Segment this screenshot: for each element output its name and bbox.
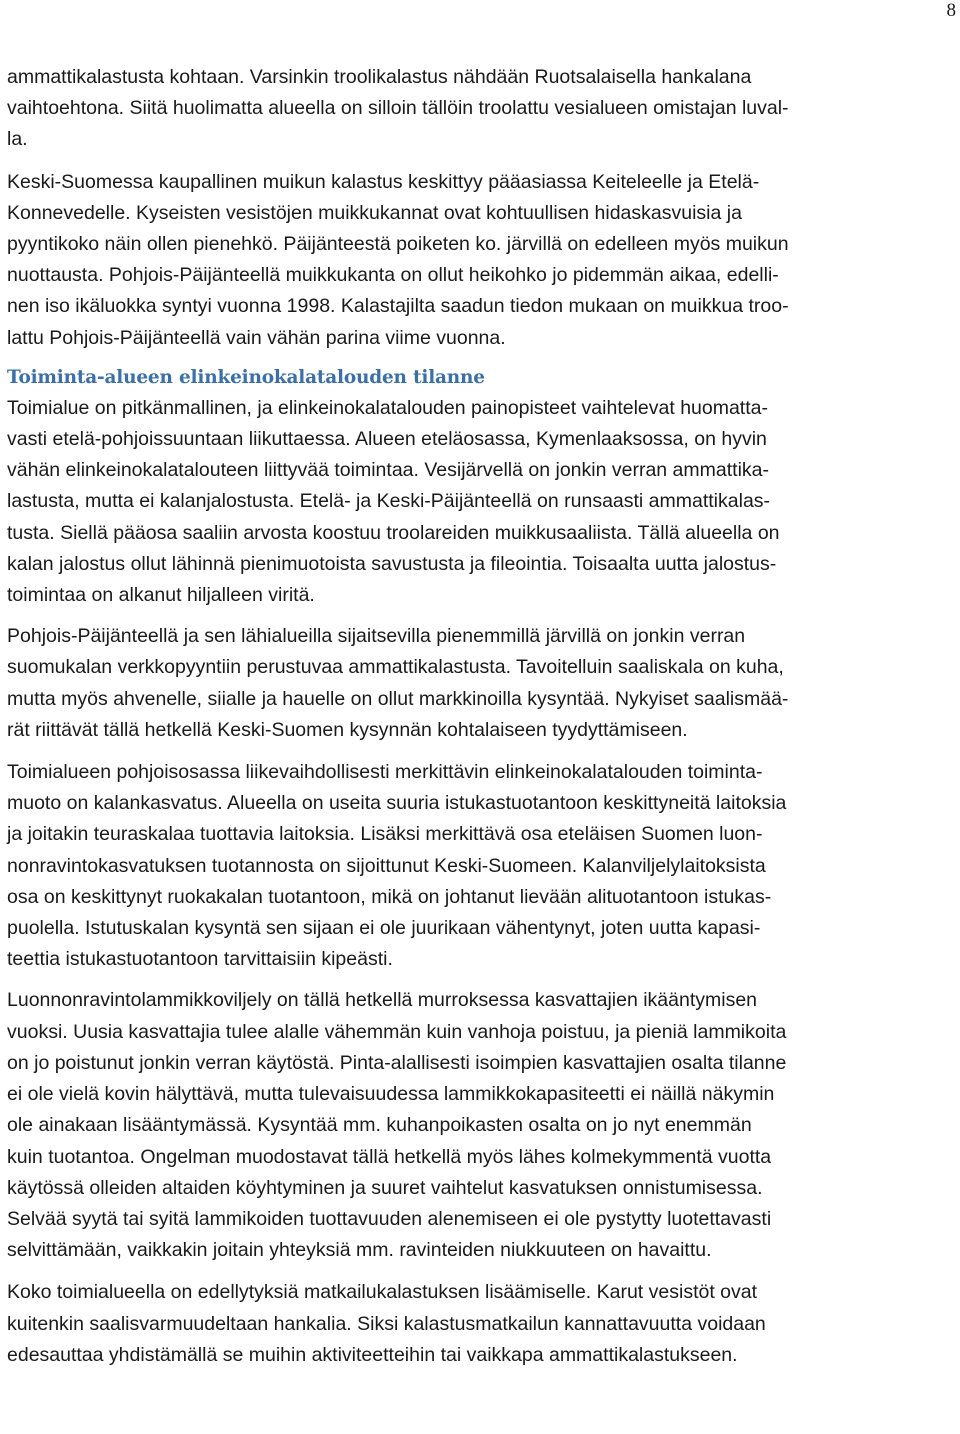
text-line: Keski-Suomessa kaupallinen muikun kalastus keskittyy pääasiassa Keiteleelle ja Etelä- (7, 170, 760, 193)
text-line: lattu Pohjois-Päijänteellä vain vähän parina viime vuonna. (7, 326, 506, 349)
text-line: kuin tuotantoa. Ongelman muodostavat tällä hetkellä myös lähes kolmekymmentä vuotta (7, 1145, 772, 1168)
text-line: edesauttaa yhdistämällä se muihin aktiviteetteihin tai vaikkapa ammattikalastukseen. (7, 1343, 738, 1366)
text-line: rät riittävät tällä hetkellä Keski-Suomen kysynnän kohtalaiseen tyydyttämiseen. (7, 718, 688, 741)
section-heading: Toiminta-alueen elinkeinokalatalouden tilanne (7, 366, 485, 388)
document-body (7, 62, 955, 1371)
paragraph-fish-farming (7, 757, 955, 975)
text-line: ei ole vielä kovin hälyttävä, mutta tulevaisuudessa lammikkokapasiteetti ei näillä näkymin (7, 1083, 775, 1106)
paragraph-recreational-fishing (7, 1277, 955, 1371)
page-number: 8 (946, 0, 956, 21)
text-line: vähän elinkeinokalatalouteen liittyvää toimintaa. Vesijärvellä on jonkin verran ammattika- (7, 459, 769, 482)
text-line: on jo poistunut jonkin verran käytöstä. Pinta-alallisesti isoimpien kasvattajien osalta tilanne (7, 1051, 787, 1074)
text-line: selvittämään, vaikkakin joitain yhteyksiä mm. ravinteiden niukkuuteen on havaittu. (7, 1239, 712, 1262)
text-line: tusta. Siellä pääosa saaliin arvosta koostuu troolareiden muikkusaaliista. Tällä alueella on (7, 521, 780, 544)
text-line: nen iso ikäluokka syntyi vuonna 1998. Kalastajilta saadun tiedon mukaan on muikkua troo- (7, 295, 789, 318)
text-line: osa on keskittynyt ruokakalan tuotantoon, mikä on johtanut lievään alituotantoon istukas- (7, 885, 772, 908)
text-line: teettia istukastuotantoon tarvittaisiin kipeästi. (7, 948, 393, 971)
paragraph-trawling (7, 62, 955, 156)
text-line: kalan jalostus ollut lähinnä pienimuotoista savustusta ja fileointia. Toisaalta uutta jalostus- (7, 552, 777, 575)
text-line: puolella. Istutuskalan kysyntä sen sijaan ei ole juurikaan vähentynyt, joten uutta kapasi- (7, 917, 761, 940)
text-line: vaihtoehtona. Siitä huolimatta alueella on silloin tällöin troolattu vesialueen omistajan luval- (7, 97, 789, 120)
text-line: kuitenkin saalisvarmuudeltaan hankalia. Siksi kalastusmatkailun kannattavuutta voidaan (7, 1312, 766, 1335)
paragraph-pohjois-paijanne (7, 621, 955, 746)
text-line: nuottausta. Pohjois-Päijänteellä muikkukanta on ollut heikohko jo pidemmän aikaa, edelli- (7, 264, 779, 287)
text-line: Toimialueen pohjoisosassa liikevaihdollisesti merkittävin elinkeinokalatalouden toiminta- (7, 761, 763, 784)
text-line: Koko toimialueella on edellytyksiä matkailukalastuksen lisäämiselle. Karut vesistöt ovat (7, 1281, 758, 1304)
paragraph-keski-suomi-vendace (7, 167, 955, 354)
text-line: vuoksi. Uusia kasvattajia tulee alalle vähemmän kuin vanhoja poistuu, ja pieniä lammikoita (7, 1020, 787, 1043)
paragraph-pond-farming (7, 985, 955, 1266)
text-line: toimintaa on alkanut hiljalleen viritä. (7, 584, 315, 607)
text-line: mutta myös ahvenelle, siialle ja hauelle on ollut markkinoilla kysyntää. Nykyiset saalismää- (7, 687, 789, 710)
text-line: ole ainakaan lisääntymässä. Kysyntää mm. kuhanpoikasten osalta on jo nyt enemmän (7, 1114, 752, 1137)
text-line: Toimialue on pitkänmallinen, ja elinkeinokalatalouden painopisteet vaihtelevat huomatta- (7, 396, 768, 419)
text-line: Pohjois-Päijänteellä ja sen lähialueilla sijaitsevilla pienemmillä järvillä on jonkin verran (7, 625, 746, 648)
text-line: käytössä olleiden altaiden köyhtyminen ja suuret vaihtelut kasvatuksen onnistumisessa. (7, 1176, 763, 1199)
text-line: Selvää syytä tai syitä lammikoiden tuottavuuden alenemiseen ei ole pystytty luotettavasti (7, 1207, 772, 1230)
text-line: suomukalan verkkopyyntiin perustuvaa ammattikalastusta. Tavoitelluin saaliskala on kuha, (7, 656, 784, 679)
text-line: ammattikalastusta kohtaan. Varsinkin troolikalastus nähdään Ruotsalaisella hankalana (7, 66, 752, 88)
text-line: vasti etelä-pohjoissuuntaan liikuttaessa. Alueen eteläosassa, Kymenlaaksossa, on hyvin (7, 428, 767, 451)
text-line: la. (7, 128, 28, 151)
text-line: ja joitakin teuraskalaa tuottavia laitoksia. Lisäksi merkittävä osa eteläisen Suomen luon- (7, 823, 763, 846)
paragraph-operating-area (7, 393, 955, 611)
text-line: pyyntikoko näin ollen pienehkö. Päijänteestä poiketen ko. järvillä on edelleen myös muikun (7, 233, 789, 256)
text-line: lastusta, mutta ei kalanjalostusta. Etelä- ja Keski-Päijänteellä on runsaasti ammattikalas- (7, 490, 771, 513)
text-line: muoto on kalankasvatus. Alueella on useita suuria istukastuotantoon keskittyneitä laitoksia (7, 792, 787, 815)
text-line: Konnevedelle. Kyseisten vesistöjen muikkukannat ovat kohtuullisen hidaskasvuisia ja (7, 201, 742, 224)
text-line: nonravintokasvatuksen tuotannosta on sijoittunut Keski-Suomeen. Kalanviljelylaitoksista (7, 854, 766, 877)
text-line: Luonnonravintolammikkoviljely on tällä hetkellä murroksessa kasvattajien ikääntymisen (7, 989, 758, 1012)
